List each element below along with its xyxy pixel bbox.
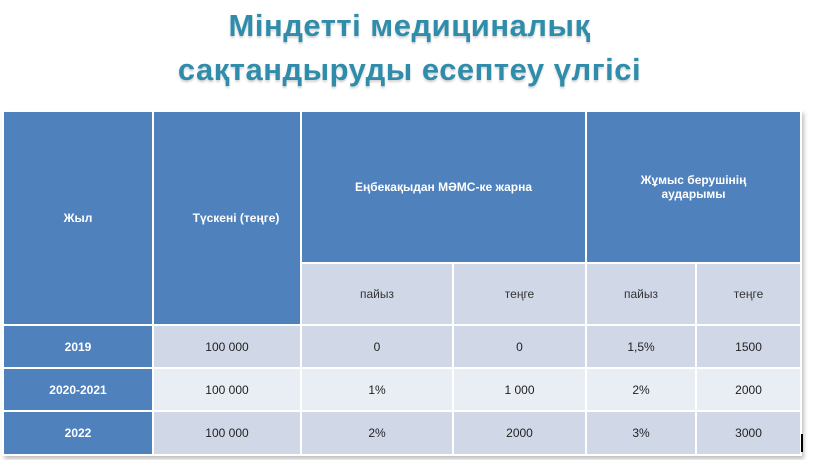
row-year: 2022	[3, 411, 153, 455]
row-employee-percent: 1%	[301, 368, 453, 411]
table-row	[3, 368, 801, 411]
header-employer-deduction: Жұмыс берушінің аударымы	[586, 111, 801, 263]
header-year: Жыл	[3, 111, 153, 325]
header-row	[3, 111, 801, 263]
row-employee-tenge: 1 000	[453, 368, 586, 411]
subheader-employer-percent: пайыз	[586, 263, 696, 325]
row-employer-percent: 3%	[586, 411, 696, 455]
slide-title	[0, 4, 819, 92]
row-employee-tenge: 2000	[453, 411, 586, 455]
row-employer-tenge: 1500	[696, 325, 801, 368]
row-income: 100 000	[153, 368, 301, 411]
text-cursor-mark	[801, 434, 803, 452]
row-year: 2019	[3, 325, 153, 368]
subheader-employee-tenge: теңге	[453, 263, 586, 325]
header-income: Түскені (теңге)	[153, 111, 301, 325]
insurance-calculation-table	[2, 110, 802, 456]
subheader-employee-percent: пайыз	[301, 263, 453, 325]
row-income: 100 000	[153, 325, 301, 368]
table-row	[3, 325, 801, 368]
row-employer-tenge: 2000	[696, 368, 801, 411]
title-line-2: сақтандыруды есептеу үлгісі	[177, 52, 642, 87]
row-income: 100 000	[153, 411, 301, 455]
row-employer-percent: 1,5%	[586, 325, 696, 368]
row-employer-percent: 2%	[586, 368, 696, 411]
row-year: 2020-2021	[3, 368, 153, 411]
subheader-employer-tenge: теңге	[696, 263, 801, 325]
row-employee-tenge: 0	[453, 325, 586, 368]
table-row	[3, 411, 801, 455]
row-employee-percent: 2%	[301, 411, 453, 455]
row-employee-percent: 0	[301, 325, 453, 368]
header-employee-contribution: Еңбекақыдан МӘМС-ке жарна	[301, 111, 586, 263]
row-employer-tenge: 3000	[696, 411, 801, 455]
title-line-1: Міндетті медициналық	[228, 8, 591, 43]
